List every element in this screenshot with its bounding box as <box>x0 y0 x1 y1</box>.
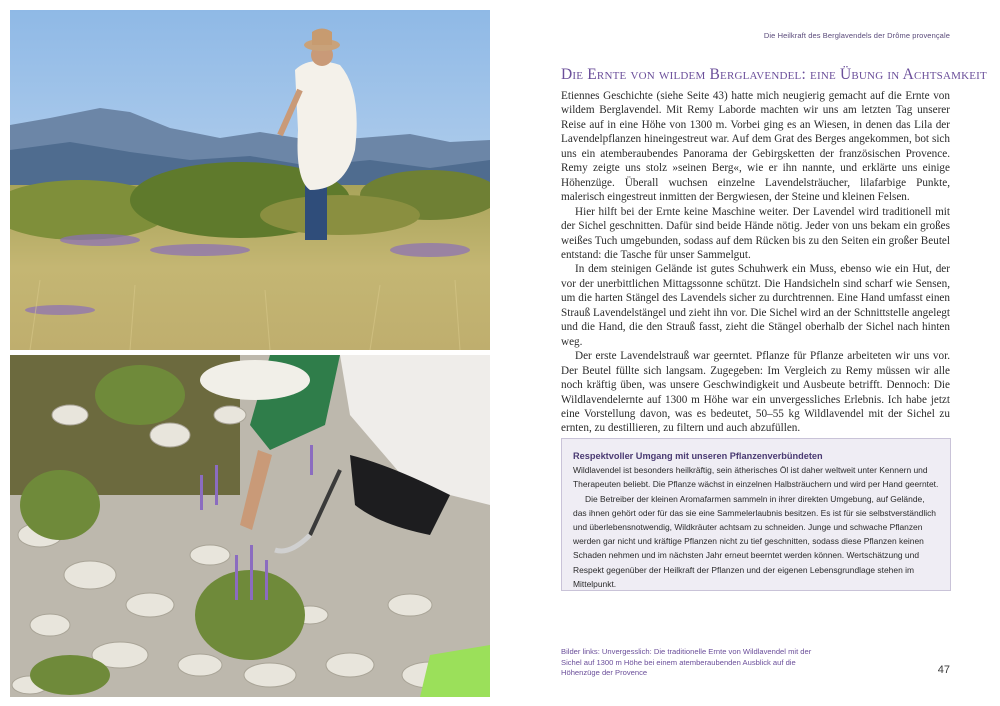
article-body <box>561 89 950 436</box>
page-number: 47 <box>937 664 950 676</box>
photo-caption: Bilder links: Unvergesslich: Die traditionelle Ernte von Wildlavendel mit der Sichel auf 1300 m Höhe bei einem atemberaubenden Ausblick auf die Höhenzüge der Provence <box>561 647 812 678</box>
photo-lavender-meadow <box>10 10 490 350</box>
article-paragraph: In dem steinigen Gelände ist gutes Schuhwerk ein Muss, ebenso wie ein Hut, der vor der unerbittlichen Mittagssonne schützt. Die Handsicheln sind scharf wie Sensen, um die harten Stängel des Lavendels sicher zu durchtrennen. Eine Hand umfasst einen Strauß Lavendelstängel und zieht ihn vor. Die Sichel wird an der Schnittstelle angelegt und die Hand, die den Strauß fasst, zieht die Stängel oberhalb der Sichel nach hinten weg. <box>561 263 950 348</box>
running-head: Die Heilkraft des Berglavendels der Drôme provençale <box>763 31 950 40</box>
info-box-title: Respektvoller Umgang mit unseren Pflanzenverbündeten <box>573 451 823 461</box>
article-paragraph: Etiennes Geschichte (siehe Seite 43) hatte mich neugierig gemacht auf die Ernte von wildem Berglavendel. Mit Remy Laborde machten wir uns am letzten Tag unserer Reise auf in eine Höhe von 1300 m. Vorbei ging es an Wiesen, in denen das Lila der Lavendelpflanzen hineingestreut war. Auf dem Grat des Berges angekommen, bot sich uns ein atemberaubendes Panorama der Gebirgsketten der französischen Provence. Remy zeigte uns stolz »seinen Berg«, wie er ihn nannte, und erklärte uns einige Höhenzüge. Überall wuchsen einzelne Lavendelsträucher, lilafarbige Punkte, malerisch eingestreut inmitten der Bergwiesen, der Steine und kleinen Felsen. <box>561 90 950 204</box>
article-paragraph: Der erste Lavendelstrauß war geerntet. Pflanze für Pflanze arbeiteten wir uns vor. Der Beutel füllte sich langsam. Zugegeben: Im Vergleich zu Remy müssen wir alle noch kräftig üben, was unsere Geschwindigkeit und Ausbeute betrifft. Dennoch: Die Wildlavendelernte auf 1300 m Höhe war ein unvergessliches Erlebnis. Ich habe jetzt eine Vorstellung davon, was es bedeutet, 50–55 kg Wildlavendel mit der Sichel zu ernten, zu destillieren, zu filtern und auch abzufüllen. <box>561 350 950 435</box>
info-box-paragraph: Wildlavendel ist besonders heilkräftig, sein ätherisches Öl ist daher weltweit unter Kennern und Therapeuten beliebt. Die Pflanze wächst in einzelnen Halbsträuchern und wird per Hand geerntet. <box>573 465 939 490</box>
article-paragraph: Hier hilft bei der Ernte keine Maschine weiter. Der Lavendel wird traditionell mit der Sichel geschnitten. Dafür sind beide Hände nötig. Jeder von uns bekam ein großes weißes Tuch umgebunden, sodass auf dem Rücken bis zu den Seiten ein großer Beutel entstand: die Tasche für unser Sammelgut. <box>561 205 950 261</box>
info-box <box>561 438 951 591</box>
article-title: Die Ernte von wildem Berglavendel: eine Übung in Achtsamkeit <box>561 66 987 83</box>
info-box-paragraph: Die Betreiber der kleinen Aromafarmen sammeln in ihrer direkten Umgebung, auf Gelände, das ihnen gehört oder für das sie eine Sammelerlaubnis besitzen. Es ist für sie selbstverständlich und überlebensnotwendig, Wildkräuter achtsam zu schneiden. Junge und schwache Pflanzen werden gar nicht und kräftige Pflanzen nicht zu tief geschnitten, sodass diese Pflanzen keinen Schaden nehmen und im nächsten Jahr erneut beerntet werden können. Wertschätzung und Respekt gegenüber der Heilkraft der Pflanzen und der eigenen Lebensgrundlage stehen im Mittelpunkt. <box>573 493 937 589</box>
photo-sickle-harvest <box>10 355 490 697</box>
